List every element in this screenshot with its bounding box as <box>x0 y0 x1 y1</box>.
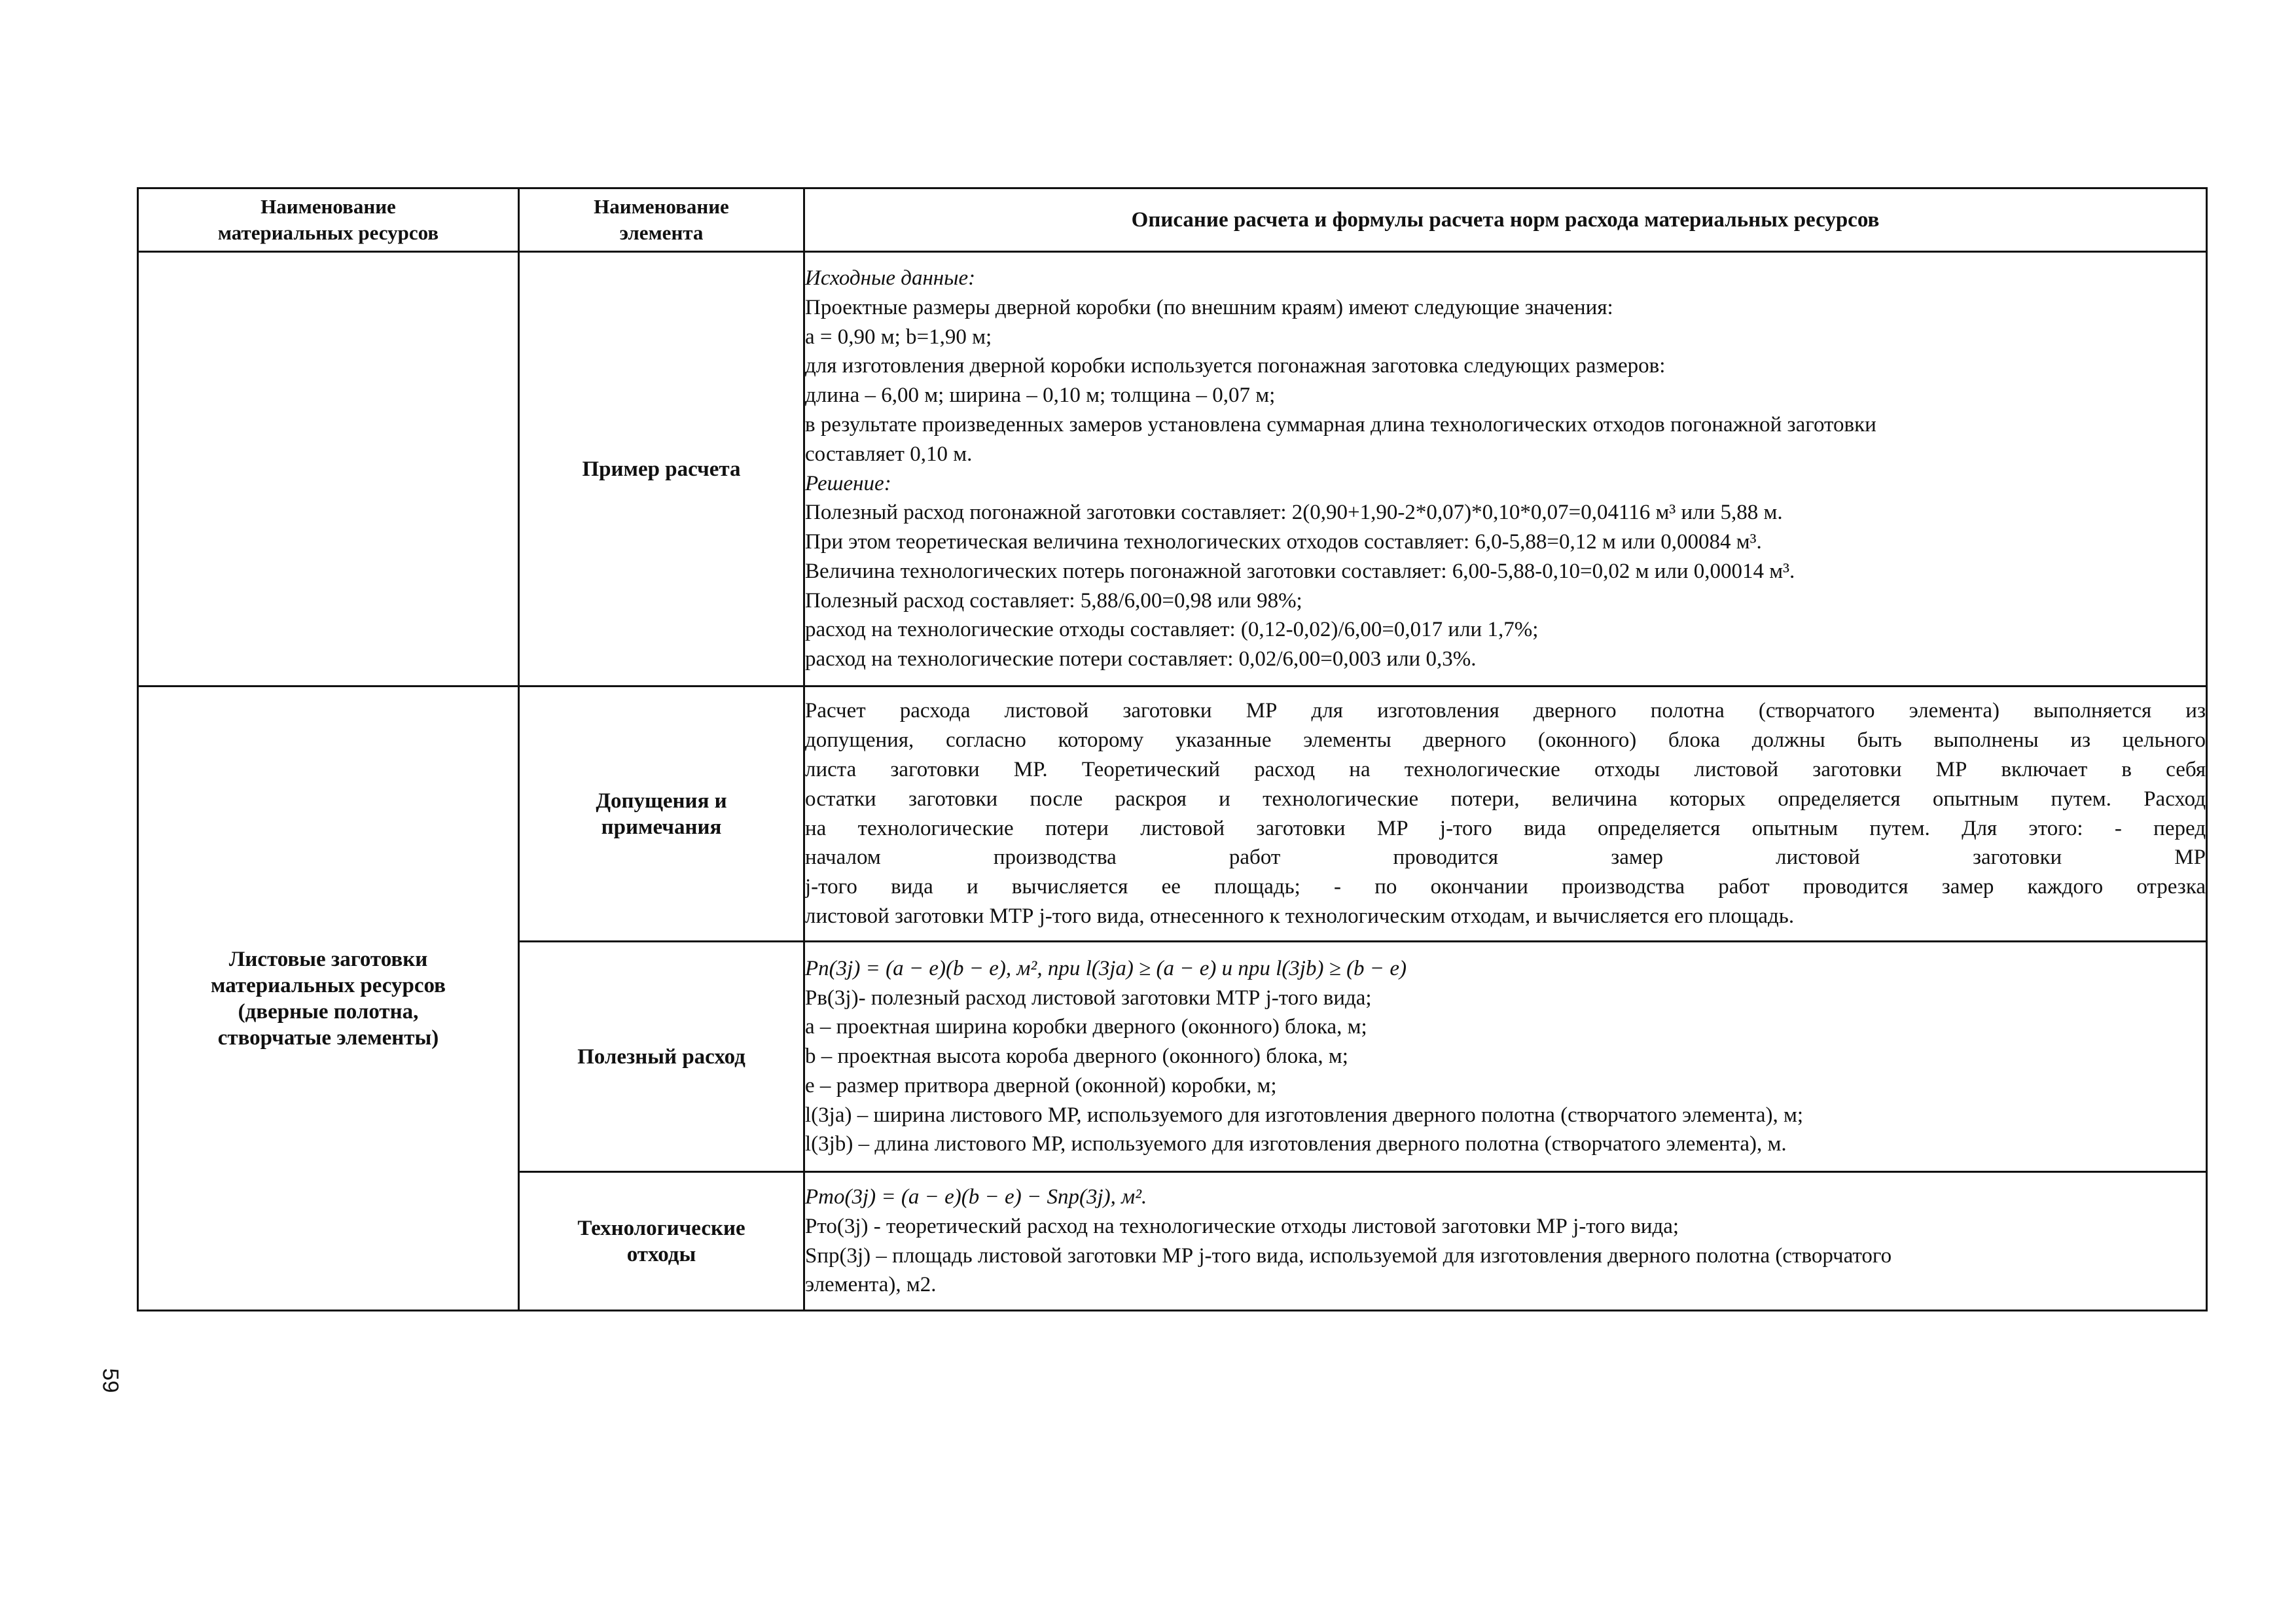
element-assumptions: Допущения и примечания <box>519 687 804 942</box>
useful-description <box>804 942 2207 1172</box>
desc-line: j-того вида и вычисляется ее площадь; - по окончании производства работ проводится замер каждого отрезка <box>805 875 2206 899</box>
desc-line: e – размер притвора дверной (оконной) коробки, м; <box>805 1073 1277 1097</box>
desc-line: расход на технологические потери составляет: 0,02/6,00=0,003 или 0,3%. <box>805 647 1477 671</box>
header-description: Описание расчета и формулы расчета норм расхода материальных ресурсов <box>804 188 2207 252</box>
element-useful-consumption: Полезный расход <box>519 942 804 1172</box>
formula-line: Pп(3j) = (a − e)(b − e), м², при l(3ja) ≥ (a − e) и при l(3jb) ≥ (b − e) <box>805 956 1407 980</box>
desc-line: расход на технологические отходы составляет: (0,12-0,02)/6,00=0,017 или 1,7%; <box>805 618 1539 642</box>
header-row <box>138 188 2207 252</box>
desc-line: При этом теоретическая величина технологических отходов составляет: 6,0-5,88=0,12 м или 0,00084 м³. <box>805 530 1762 554</box>
element-example: Пример расчета <box>519 252 804 687</box>
desc-line: элемента), м2. <box>805 1273 937 1297</box>
desc-line: допущения, согласно которому указанные элементы дверного (оконного) блока должны быть выполнены из цельного <box>805 728 2206 753</box>
desc-line: на технологические потери листовой заготовки МР j-того вида определяется опытным путем. Для этого: - перед <box>805 816 2206 840</box>
desc-line: Проектные размеры дверной коробки (по внешним краям) имеют следующие значения: <box>805 295 1613 319</box>
desc-line: а = 0,90 м; b=1,90 м; <box>805 325 992 349</box>
desc-line: l(3ja) – ширина листового МР, используемого для изготовления дверного полотна (створчатого элемента), м; <box>805 1103 1804 1127</box>
desc-line: l(3jb) – длина листового МР, используемого для изготовления дверного полотна (створчатого элемента), м. <box>805 1132 1787 1156</box>
element-tech-waste: Технологические отходы <box>519 1172 804 1311</box>
desc-line: Исходные данные: <box>805 266 976 290</box>
desc-line: Расчет расхода листовой заготовки МР для изготовления дверного полотна (створчатого элемента) выполняется из <box>805 699 2206 723</box>
material-sheet-blanks: Листовые заготовки материальных ресурсов (дверные полотна, створчатые элементы) <box>138 687 519 1311</box>
desc-line: Полезный расход составляет: 5,88/6,00=0,98 или 98%; <box>805 588 1302 613</box>
desc-line: листовой заготовки МТР j-того вида, отнесенного к технологическим отходам, и вычисляется его площадь. <box>805 904 1795 928</box>
header-material-name: Наименование материальных ресурсов <box>138 188 519 252</box>
desc-line: a – проектная ширина коробки дверного (оконного) блока, м; <box>805 1015 1367 1039</box>
desc-line: Pв(3j)- полезный расход листовой заготовки МТР j-того вида; <box>805 986 1372 1010</box>
header-element-name: Наименование элемента <box>519 188 804 252</box>
desc-line: остатки заготовки после раскроя и технологические потери, величина которых определяется опытным путем. Расход <box>805 787 2206 811</box>
desc-line: Величина технологических потерь погонажной заготовки составляет: 6,00-5,88-0,10=0,02 м или 0,00014 м³. <box>805 559 1795 583</box>
example-description <box>804 252 2207 687</box>
material-cell-empty <box>138 252 519 687</box>
desc-line: листа заготовки МР. Теоретический расход на технологические отходы листовой заготовки МР включает в себя <box>805 757 2206 781</box>
desc-line: Решение: <box>805 471 891 495</box>
norms-table <box>137 187 2208 1311</box>
row-example <box>138 252 2207 687</box>
desc-line: b – проектная высота короба дверного (оконного) блока, м; <box>805 1044 1348 1069</box>
desc-line: для изготовления дверной коробки используется погонажная заготовка следующих размеров: <box>805 354 1666 378</box>
desc-line: началом производства работ проводится замер листовой заготовки МР <box>805 846 2206 870</box>
desc-line: в результате произведенных замеров установлена суммарная длина технологических отходов погонажной заготовки <box>805 412 1876 437</box>
row-assumptions <box>138 687 2207 942</box>
formula-line: Pто(3j) = (a − e)(b − e) − Sпр(3j), м². <box>805 1185 1147 1209</box>
desc-line: длина – 6,00 м; ширина – 0,10 м; толщина – 0,07 м; <box>805 383 1276 408</box>
tech-waste-description <box>804 1172 2207 1311</box>
assumptions-description <box>804 687 2207 942</box>
desc-line: Sпр(3j) – площадь листовой заготовки МР j-того вида, используемой для изготовления дверного полотна (створчатого <box>805 1243 1892 1268</box>
desc-line: Pто(3j) - теоретический расход на технологические отходы листовой заготовки МР j-того вида; <box>805 1214 1679 1238</box>
page-number: 59 <box>98 1368 123 1393</box>
desc-line: составляет 0,10 м. <box>805 442 973 466</box>
desc-line: Полезный расход погонажной заготовки составляет: 2(0,90+1,90-2*0,07)*0,10*0,07=0,04116 м³ или 5,88 м. <box>805 501 1783 525</box>
